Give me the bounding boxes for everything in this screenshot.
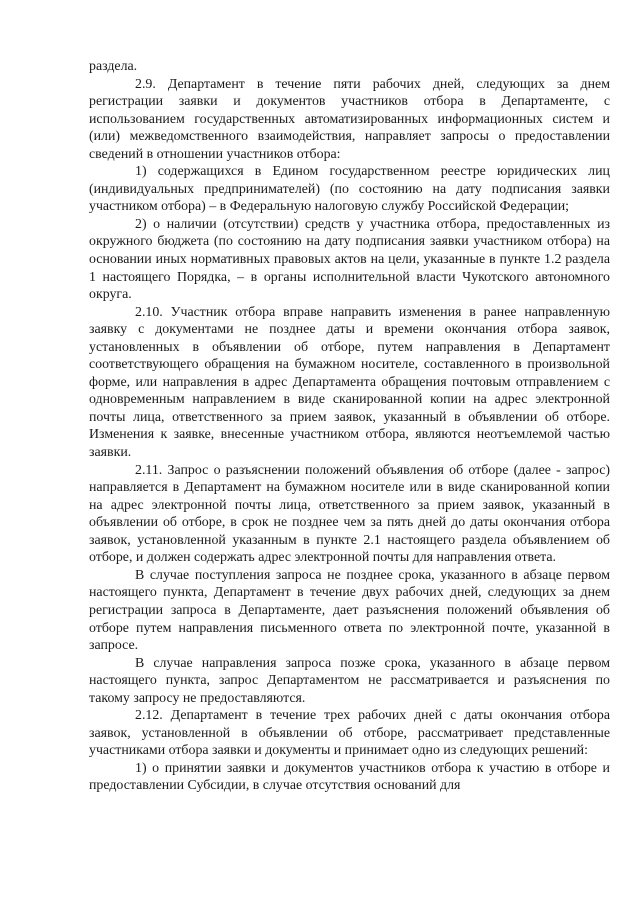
paragraph-2-9-item-1: 1) содержащихся в Едином государственном реестре юридических лиц (индивидуальных предпринимателей) (по состоянию на дату подписания заявки участником отбора) – в Федеральную налоговую службу Российской Федерации; xyxy=(89,164,610,215)
paragraph-2-9-item-2: 2) о наличии (отсутствии) средств у участника отбора, предоставленных из окружного бюджета (по состоянию на дату подписания заявки участником отбора) на основании иных нормативных правовых актов на цели, указанные в пункте 1.2 раздела 1 настоящего Порядка, – в органы исполнительной власти Чукотского автономного округа. xyxy=(89,216,610,303)
paragraph-continuation: раздела. xyxy=(89,59,138,74)
paragraph-2-11-second: В случае поступления запроса не позднее срока, указанного в абзаце первом настоящего пункта, Департамент в течение двух рабочих дней, следующих за днем регистрации запроса в Департаменте, дает разъяснения положений объявления об отборе путем направления письменного ответа по электронной почте, указанной в запросе. xyxy=(89,567,610,654)
paragraph-2-11-third: В случае направления запроса позже срока, указанного в абзаце первом настоящего пункта, запрос Департаментом не рассматривается и разъяснения по такому запросу не предоставляются. xyxy=(89,655,610,706)
paragraph-2-10: 2.10. Участник отбора вправе направить изменения в ранее направленную заявку с документами не позднее даты и времени окончания отбора заявок, установленных в объявлении об отборе, путем направления в Департамент соответствующего обращения на бумажном носителе, составленного в произвольной форме, или направления в адрес Департамента обращения почтовым отправлением с одновременным направлением в виде сканированной копии на адрес электронной почты лица, ответственного за прием заявок, указанный в объявлении об отборе. Изменения к заявке, внесенные участником отбора, являются неотъемлемой частью заявки. xyxy=(89,304,610,461)
paragraph-2-11: 2.11. Запрос о разъяснении положений объявления об отборе (далее - запрос) направляется в Департамент на бумажном носителе или в виде сканированной копии на адрес электронной почты лица, ответственного за прием заявок, указанный в объявлении об отборе, в срок не позднее чем за пять дней до даты окончания отбора заявок, установленной указанным в пункте 2.1 настоящего раздела объявлением об отборе, и должен содержать адрес электронной почты для направления ответа. xyxy=(89,462,610,566)
paragraph-2-12: 2.12. Департамент в течение трех рабочих дней с даты окончания отбора заявок, установленной в объявлении об отборе, рассматривает представленные участниками отбора заявки и документы и принимает одно из следующих решений: xyxy=(89,708,610,759)
paragraph-2-9: 2.9. Департамент в течение пяти рабочих дней, следующих за днем регистрации заявки и документов участников отбора в Департаменте, с использованием государственных автоматизированных информационных систем и (или) межведомственного взаимодействия, направляет запросы о предоставлении сведений в отношении участников отбора: xyxy=(89,76,610,162)
paragraph-2-12-item-1: 1) о принятии заявки и документов участников отбора к участию в отборе и предоставлении Субсидии, в случае отсутствия оснований для xyxy=(89,760,610,794)
